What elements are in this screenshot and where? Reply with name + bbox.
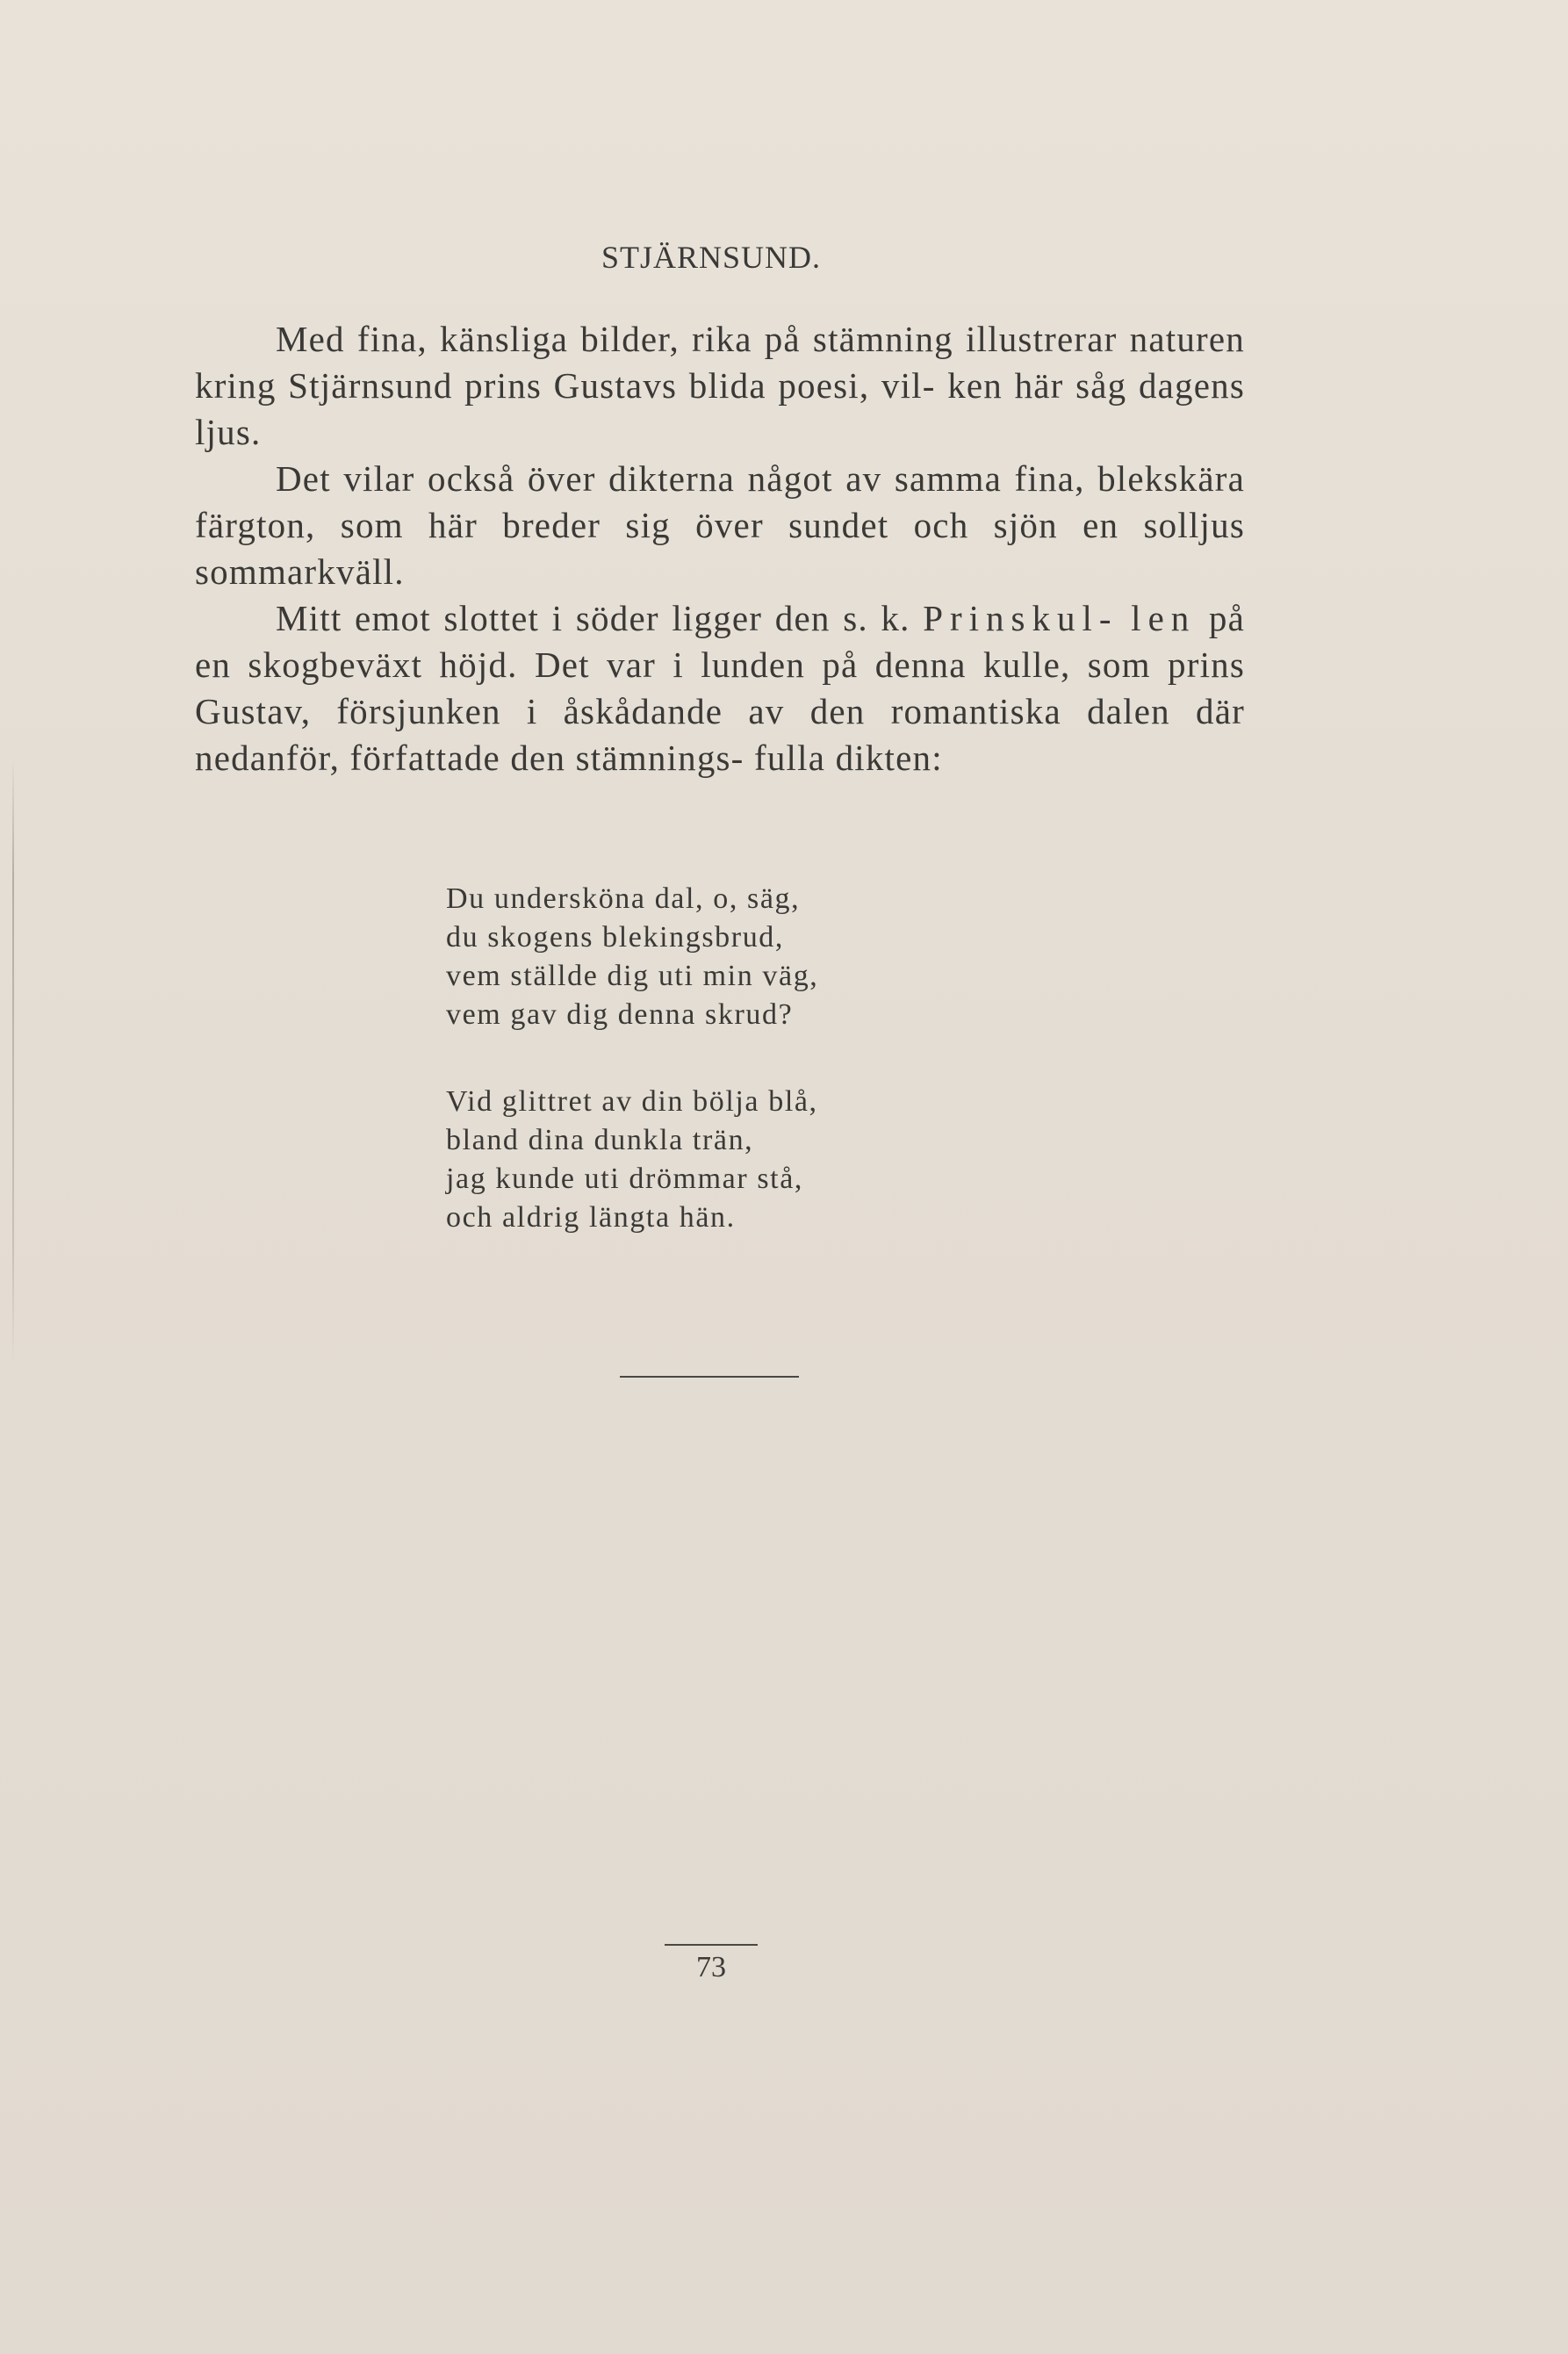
- spaced-text: Prinskul-: [923, 598, 1118, 638]
- text-line: en solljus sommarkväll.: [195, 505, 1245, 592]
- paragraph-2: [195, 456, 1245, 595]
- poem-stanza-2: [446, 1083, 818, 1237]
- poem-line: vem ställde dig uti min väg,: [446, 960, 819, 992]
- page-number: 73: [665, 1944, 758, 1984]
- poem-line: Du undersköna dal, o, säg,: [446, 882, 801, 915]
- spaced-text: len: [1131, 598, 1197, 638]
- poem-line: du skogens blekingsbrud,: [446, 921, 784, 954]
- text-line: Med fina, känsliga bilder, rika på stämning illustrerar: [276, 319, 1118, 359]
- page-title: STJÄRNSUND.: [601, 240, 822, 275]
- poem-line: bland dina dunkla trän,: [446, 1124, 754, 1156]
- text-line: Det vilar också över dikterna något av samma fina,: [276, 458, 1085, 499]
- paragraph-1: [195, 316, 1245, 456]
- text-line: romantiska dalen där nedanför, författade den stämnings-: [195, 691, 1246, 778]
- paragraph-3: [195, 595, 1245, 781]
- poem-line: jag kunde uti drömmar stå,: [446, 1163, 804, 1195]
- poem-stanza-1: [446, 880, 818, 1034]
- text-line: blekskära färgton, som här breder sig över sundet och sjön: [195, 458, 1245, 545]
- binding-edge-mark: [12, 755, 14, 1370]
- text-line: kulle, som prins Gustav, försjunken i åskådande av den: [195, 644, 1246, 731]
- text-line: på en skogbeväxt höjd. Det var i lunden på denna: [195, 598, 1245, 685]
- text-line: naturen kring Stjärnsund prins Gustavs blida poesi, vil-: [195, 319, 1246, 406]
- body-text: [195, 316, 1245, 781]
- poem-line: vem gav dig denna skrud?: [446, 998, 794, 1031]
- poem-line: Vid glittret av din bölja blå,: [446, 1085, 818, 1118]
- text-line: fulla dikten:: [753, 738, 943, 778]
- text-line: Mitt emot slottet i söder ligger den s. k.: [276, 598, 924, 638]
- poem-line: och aldrig längta hän.: [446, 1201, 736, 1234]
- text-line: ken här såg dagens ljus.: [195, 365, 1245, 452]
- section-divider: [620, 1376, 799, 1378]
